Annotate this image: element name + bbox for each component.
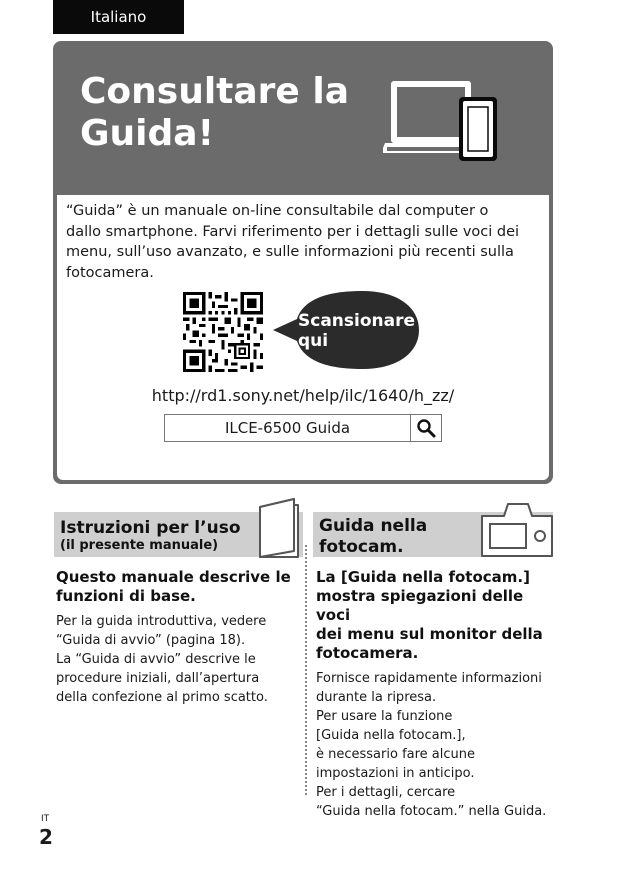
qr-code[interactable] [183, 292, 263, 372]
manual-section-title: Istruzioni per l’uso [60, 518, 241, 538]
search-icon [416, 418, 436, 438]
booklet-icon [256, 497, 302, 561]
camera-guide-section-heading: La [Guida nella fotocam.] mostra spiegazioni delle voci dei menu sul monitor della fotocamera. [316, 568, 543, 662]
page-language-code: IT [41, 814, 50, 824]
guide-description: “Guida” è un manuale on-line consultabile dal computer o dallo smartphone. Farvi riferimento per i dettagli sulle voci dei menu, sull’uso avanzato, e sulle informazioni più recenti sulla fotocamera. [66, 203, 520, 281]
guide-panel [53, 41, 553, 484]
manual-section-content [56, 568, 291, 707]
column-divider [305, 545, 307, 795]
search-input[interactable]: ILCE-6500 Guida [165, 415, 411, 441]
camera-guide-section-title: Guida nella fotocam. [319, 516, 428, 557]
manual-section-heading: Questo manuale descrive le funzioni di base. [56, 568, 291, 605]
manual-section-body: Per la guida introduttiva, vedere “Guida di avvio” (pagina 18). La “Guida di avvio” descrive le procedure iniziali, dall’apertura della confezione al primo scatto. [56, 614, 268, 705]
guide-url-link[interactable]: http://rd1.sony.net/help/ilc/1640/h_zz/ [151, 386, 455, 405]
page-number: 2 [39, 825, 53, 849]
scan-here-label: Scansionare qui [298, 311, 416, 351]
guide-info-card [57, 195, 549, 480]
computer-smartphone-icon [383, 77, 503, 167]
guide-title: Consultare la Guida! [80, 71, 350, 154]
camera-guide-section-body: Fornisce rapidamente informazioni durante la ripresa. Per usare la funzione [Guida nella fotocam.], è necessario fare alcune impostazioni in anticipo. Per i dettagli, cercare “Guida nella fotocam.” nella Guida. [316, 671, 547, 819]
search-button[interactable] [411, 415, 441, 441]
language-tab: Italiano [53, 0, 184, 34]
search-box[interactable] [164, 414, 442, 442]
manual-section-subtitle: (il presente manuale) [60, 538, 219, 553]
camera-icon [480, 502, 554, 558]
camera-guide-section-content [316, 568, 556, 821]
